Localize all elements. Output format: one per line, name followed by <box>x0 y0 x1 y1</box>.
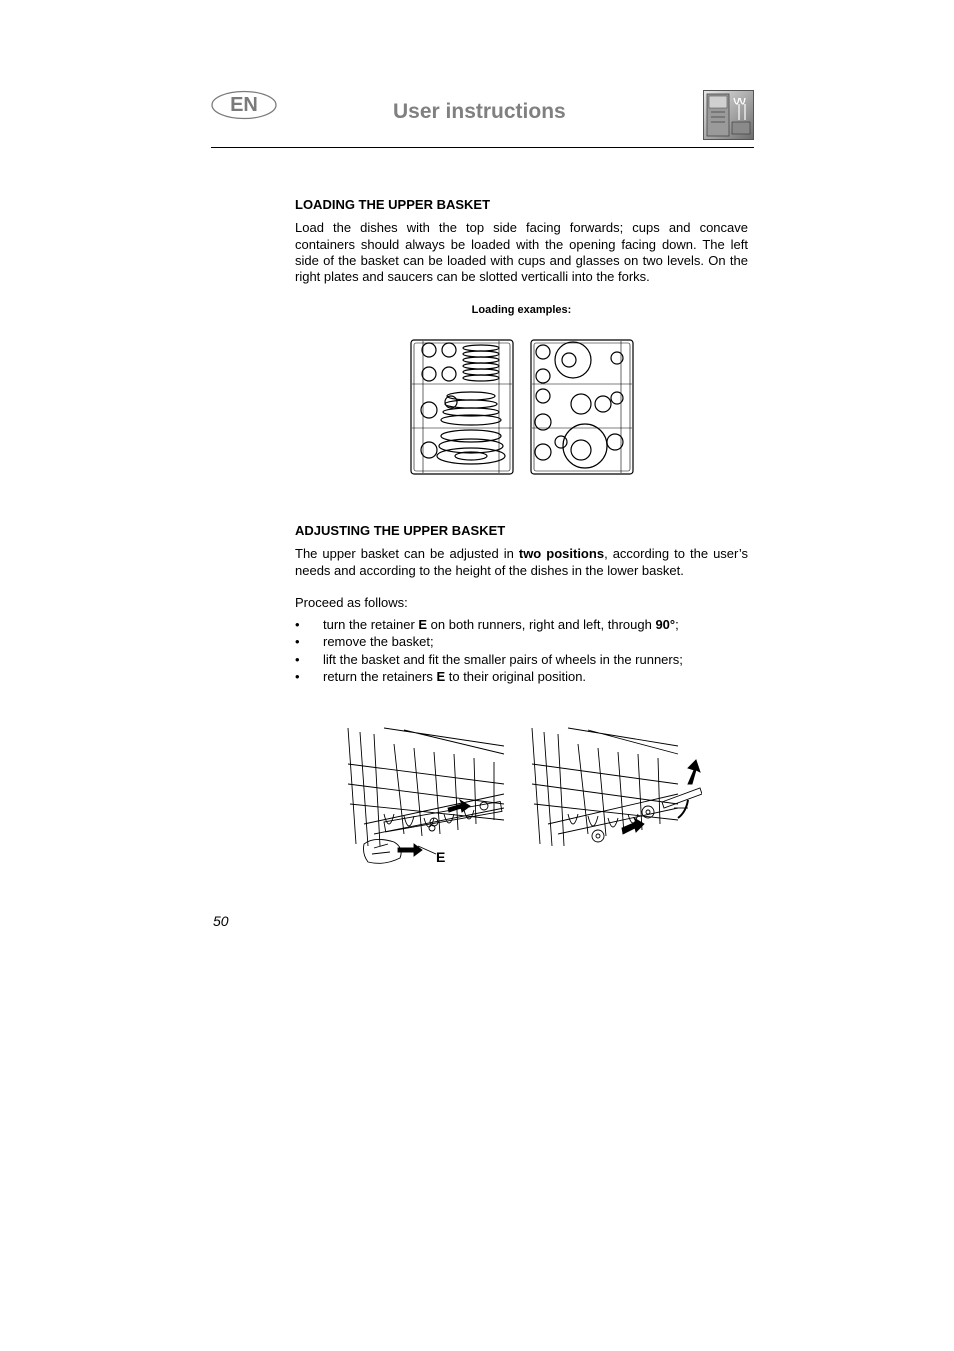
bullet-glyph: • <box>295 651 300 667</box>
basket-rack-right-illustration <box>532 728 702 846</box>
page-number: 50 <box>213 913 229 929</box>
loading-examples-caption: Loading examples: <box>471 304 572 317</box>
list-item <box>295 651 748 668</box>
step-bold: E <box>418 617 428 633</box>
section-heading-loading: LOADING THE UPPER BASKET <box>295 197 491 212</box>
adjust-paragraph-bold: two positions <box>518 546 605 562</box>
list-item <box>295 668 748 685</box>
header-divider <box>211 147 754 148</box>
language-badge <box>211 90 277 120</box>
loading-paragraph: Load the dishes with the top side facing forwards; cups and concave containers should always be loaded with the opening facing down. The left side of the basket can be loaded with cups and glasses on two levels. On the right plates and saucers can be slotted verticalli into the forks. <box>295 220 748 285</box>
step-text: return the retainers <box>323 669 437 685</box>
main-content <box>295 197 748 319</box>
step-text: ; <box>675 617 679 633</box>
dishwasher-icon <box>703 90 754 140</box>
bullet-glyph: • <box>295 617 300 633</box>
adjust-section <box>295 523 748 685</box>
step-bold: 90° <box>655 617 676 633</box>
step-text: remove the basket; <box>323 634 434 650</box>
step-bold: E <box>436 669 446 685</box>
loading-examples-figure <box>409 338 635 476</box>
adjust-paragraph <box>295 546 748 579</box>
adjust-paragraph-part2: , according to the user’s needs and according to the height of the dishes in the lower basket. <box>295 546 748 578</box>
retainer-e-label: E <box>436 849 446 865</box>
step-text: on both runners, right and left, through <box>427 617 656 633</box>
step-text: turn the retainer <box>323 617 419 633</box>
adjust-basket-figure <box>344 724 702 870</box>
basket-left-illustration <box>411 340 513 474</box>
language-code: EN <box>230 94 258 116</box>
basket-right-illustration <box>531 340 633 474</box>
basket-rack-left-illustration <box>348 728 504 863</box>
step-text: lift the basket and fit the smaller pairs of wheels in the runners; <box>323 651 683 667</box>
list-item <box>295 633 748 650</box>
page-title: User instructions <box>393 100 566 123</box>
adjust-paragraph-part1: The upper basket can be adjusted in <box>295 546 519 562</box>
bullet-glyph: • <box>295 669 300 685</box>
steps-list <box>295 616 748 685</box>
proceed-text: Proceed as follows: <box>295 594 408 610</box>
bullet-glyph: • <box>295 634 300 650</box>
section-heading-adjusting: ADJUSTING THE UPPER BASKET <box>295 523 506 538</box>
list-item <box>295 616 748 633</box>
step-text: to their original position. <box>445 669 587 685</box>
